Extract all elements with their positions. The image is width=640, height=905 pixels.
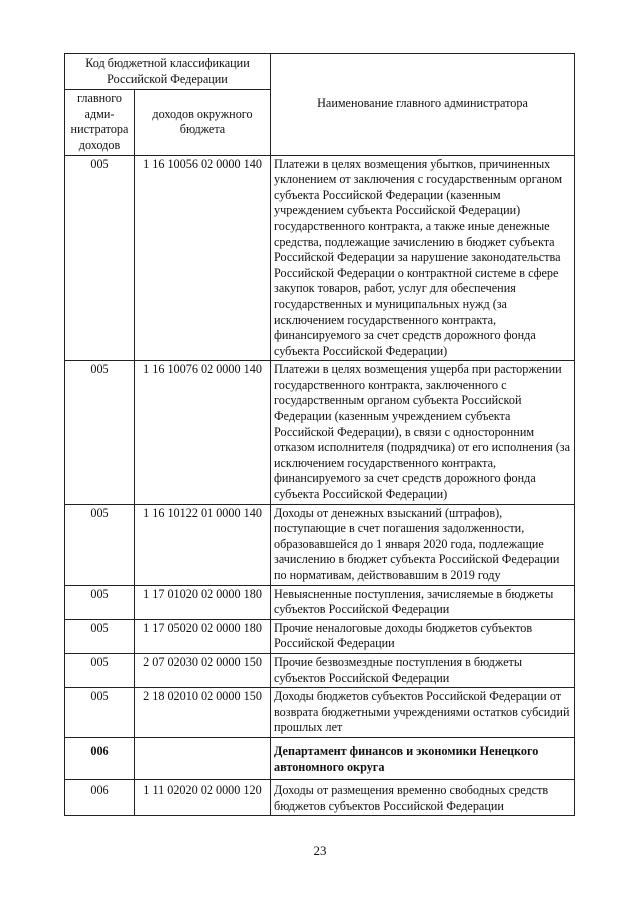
administrator-name-cell: Прочие безвозмездные поступления в бюджеты субъектов Российской Федерации (271, 653, 575, 687)
administrator-name-cell: Доходы от размещения временно свободных средств бюджетов субъектов Российской Федерации (271, 780, 575, 816)
income-code-cell: 1 11 02020 02 0000 120 (135, 780, 271, 816)
income-code-cell (135, 737, 271, 779)
table-row (65, 361, 575, 504)
header-row-top (65, 54, 575, 90)
admin-code-cell: 005 (65, 504, 135, 585)
admin-code-cell: 005 (65, 361, 135, 504)
page-number: 23 (313, 843, 327, 858)
administrator-name-cell: Доходы от денежных взысканий (штрафов), поступающие в счет погашения задолженности, образовавшейся до 1 января 2020 года, подлежащие зачислению в бюджет субъекта Российской Федерации по нормативам, действовавшим в 2019 году (271, 504, 575, 585)
table-row (65, 504, 575, 585)
header-name-column: Наименование главного администратора (271, 54, 575, 156)
admin-code-cell: 005 (65, 155, 135, 361)
income-code-cell: 2 18 02010 02 0000 150 (135, 688, 271, 738)
income-code-cell: 1 17 05020 02 0000 180 (135, 619, 271, 653)
administrator-name-cell: Невыясненные поступления, зачисляемые в бюджеты субъектов Российской Федерации (271, 585, 575, 619)
income-code-cell: 2 07 02030 02 0000 150 (135, 653, 271, 687)
income-code-cell: 1 16 10076 02 0000 140 (135, 361, 271, 504)
department-header-row (65, 737, 575, 779)
table-row (65, 780, 575, 816)
income-code-cell: 1 16 10056 02 0000 140 (135, 155, 271, 361)
income-code-cell: 1 17 01020 02 0000 180 (135, 585, 271, 619)
admin-code-cell: 005 (65, 653, 135, 687)
administrator-name-cell: Платежи в целях возмещения ущерба при расторжении государственного контракта, заключенного с государственным органом субъекта Российской Федерации (казенным учреждением субъекта Российской Федерации), в связи с односторонним отказом исполнителя (подрядчика) от его исполнения (за исключением государственного контракта, финансируемого за счет средств дорожного фонда субъекта Российской Федерации) (271, 361, 575, 504)
administrator-name-cell: Платежи в целях возмещения убытков, причиненных уклонением от заключения с государственным органом субъекта Российской Федерации (казенным учреждением субъекта Российской Федерации) государственного контракта, а также иные денежные средства, подлежащие зачислению в бюджет субъекта Российской Федерации за нарушение законодательства Российской Федерации о контрактной системе в сфере закупок товаров, работ, услуг для обеспечения государственных и муниципальных нужд (за исключением государственного контракта, финансируемого за счет средств дорожного фонда субъекта Российской Федерации) (271, 155, 575, 361)
header-code-column: доходов окружного бюджета (135, 90, 271, 155)
administrator-name-cell: Прочие неналоговые доходы бюджетов субъектов Российской Федерации (271, 619, 575, 653)
table-row (65, 688, 575, 738)
table-row (65, 619, 575, 653)
table-row (65, 155, 575, 361)
header-admin-column: главного адми-нистратора доходов (65, 90, 135, 155)
table-row (65, 653, 575, 687)
admin-code-cell: 005 (65, 585, 135, 619)
department-name-cell: Департамент финансов и экономики Ненецкого автономного округа (271, 737, 575, 779)
admin-code-cell: 006 (65, 780, 135, 816)
admin-code-cell: 005 (65, 619, 135, 653)
income-code-cell: 1 16 10122 01 0000 140 (135, 504, 271, 585)
admin-code-cell: 006 (65, 737, 135, 779)
administrator-name-cell: Доходы бюджетов субъектов Российской Федерации от возврата бюджетными учреждениями остатков субсидий прошлых лет (271, 688, 575, 738)
admin-code-cell: 005 (65, 688, 135, 738)
table-row (65, 585, 575, 619)
budget-classification-table (64, 53, 575, 816)
header-group-title: Код бюджетной классификации Российской Федерации (65, 54, 271, 90)
